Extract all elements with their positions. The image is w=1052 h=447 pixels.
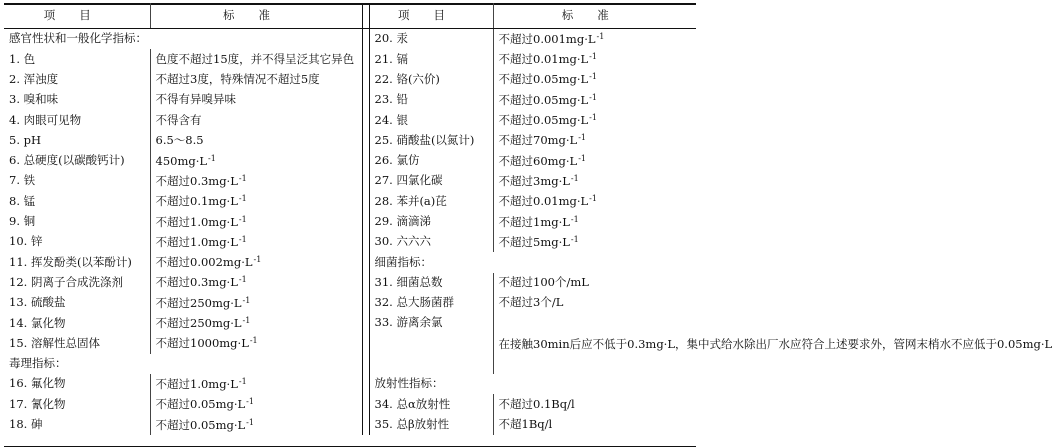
left-item-cell: 18. 砷: [4, 415, 150, 435]
section-heading: 感官性状和一般化学指标：: [9, 31, 147, 46]
standard-value: 不超过0.05mg·L: [498, 72, 589, 87]
table-row: [4, 252, 696, 272]
unit-exponent: -1: [242, 295, 251, 305]
column-gap: [362, 252, 369, 272]
right-standard-cell: [493, 70, 696, 90]
standard-value: 不超过250mg·L: [155, 316, 242, 331]
table-row: [4, 90, 696, 110]
unit-exponent: -1: [246, 417, 254, 427]
standard-value: 不超1Bq/l: [498, 417, 553, 432]
left-item-cell: 12. 阴离子合成洗涤剂: [4, 273, 150, 293]
right-standard-cell: [493, 49, 696, 69]
column-gap: [362, 90, 369, 110]
right-item-cell: 23. 铅: [369, 90, 493, 110]
table-row: [4, 232, 696, 252]
right-standard-cell: [493, 273, 696, 293]
unit-exponent: -1: [238, 275, 247, 285]
unit-exponent: -1: [238, 376, 247, 386]
left-standard-cell: [150, 171, 362, 191]
right-standard-cell: [493, 171, 696, 191]
column-gap: [362, 232, 369, 252]
left-standard-cell: [150, 293, 362, 313]
right-standard-cell: [493, 212, 696, 232]
left-item-cell: 5. pH: [4, 130, 150, 150]
standard-value: 不超过0.05mg·L: [155, 397, 246, 412]
column-gap: [362, 110, 369, 130]
column-gap: [362, 374, 369, 394]
right-standard-cell: [493, 191, 696, 211]
right-standard-cell: [493, 415, 696, 435]
unit-exponent: -1: [246, 397, 254, 407]
table-row: [4, 151, 696, 171]
left-item-cell: 6. 总硬度(以碳酸钙计): [4, 151, 150, 171]
column-gap: [362, 191, 369, 211]
unit-exponent: -1: [208, 153, 216, 163]
unit-exponent: -1: [238, 194, 247, 204]
table-header-row: [4, 3, 696, 29]
right-standard-cell: [493, 394, 696, 414]
left-standard-cell: [150, 191, 362, 211]
left-item-cell: 10. 锌: [4, 232, 150, 252]
right-item-cell: 31. 细菌总数: [369, 273, 493, 293]
column-gap: [362, 130, 369, 150]
left-item-cell: 1. 色: [4, 49, 150, 69]
left-standard-cell: [150, 394, 362, 414]
standard-value: 不超过3mg·L: [498, 173, 570, 188]
left-standard-cell: [150, 313, 362, 333]
column-gap: [362, 293, 369, 313]
table-row: [4, 130, 696, 150]
column-gap: [362, 313, 369, 333]
right-standard-cell: [493, 110, 696, 130]
standard-value: 不超过0.001mg·L: [498, 31, 596, 46]
left-standard-cell: [150, 333, 362, 353]
right-item-cell: 30. 六六六: [369, 232, 493, 252]
table-row: [4, 293, 696, 313]
right-item-cell: 24. 银: [369, 110, 493, 130]
unit-exponent: -1: [596, 31, 605, 41]
standard-value: 不超过0.002mg·L: [155, 255, 253, 270]
standard-value: 不超过3个/L: [498, 295, 564, 310]
right-item-cell: 26. 氯仿: [369, 151, 493, 171]
standard-value: 450mg·L: [155, 153, 208, 168]
standard-value: 不超过0.1Bq/l: [498, 396, 575, 411]
column-gap: [362, 212, 369, 232]
table-row: [4, 212, 696, 232]
unit-exponent: -1: [578, 133, 586, 143]
column-gap: [362, 333, 369, 353]
column-gap: [362, 29, 369, 50]
standard-value: 不超过0.3mg·L: [155, 173, 238, 188]
unit-exponent: -1: [238, 234, 247, 244]
standard-value: 不超过0.05mg·L: [498, 113, 589, 128]
standard-value: 不超过0.01mg·L: [498, 194, 589, 209]
column-gap: [362, 3, 369, 29]
section-heading: 毒理指标：: [9, 356, 67, 371]
unit-exponent: -1: [249, 336, 258, 346]
column-gap: [362, 70, 369, 90]
unit-exponent: -1: [570, 173, 579, 183]
left-standard-cell: [150, 354, 362, 374]
column-gap: [362, 354, 369, 374]
column-gap: [362, 171, 369, 191]
unit-exponent: -1: [589, 194, 597, 204]
left-item-cell: 4. 肉眼可见物: [4, 110, 150, 130]
unit-exponent: -1: [238, 214, 247, 224]
column-gap: [362, 151, 369, 171]
table-row: [4, 171, 696, 191]
column-gap: [362, 415, 369, 435]
column-gap: [362, 273, 369, 293]
unit-exponent: -1: [578, 153, 586, 163]
unit-exponent: -1: [589, 52, 597, 62]
left-item-cell: 8. 锰: [4, 191, 150, 211]
standard-value: 不超过100个/mL: [498, 274, 589, 289]
left-item-cell: 2. 浑浊度: [4, 70, 150, 90]
right-item-cell: 21. 镉: [369, 49, 493, 69]
standard-value: 不超过250mg·L: [155, 295, 242, 310]
header-right-item: 项目: [369, 3, 493, 29]
left-standard-cell: [150, 415, 362, 435]
right-item-cell: 27. 四氯化碳: [369, 171, 493, 191]
standard-value: 不超过70mg·L: [498, 133, 578, 148]
column-gap: [362, 394, 369, 414]
standard-value: 不超过1mg·L: [498, 214, 570, 229]
column-gap: [362, 49, 369, 69]
right-item-cell: 33. 游离余氯: [369, 313, 493, 374]
table-row: [4, 273, 696, 293]
header-left-item: 项目: [4, 3, 150, 29]
left-standard-cell: [150, 70, 362, 90]
right-standard-cell: 在接触30min后应不低于0.3mg·L，集中式给水除出厂水应符合上述要求外，管网末梢水不应低于0.05mg·L: [498, 336, 1052, 351]
left-item-cell: 13. 硫酸盐: [4, 293, 150, 313]
table-row: [4, 29, 696, 50]
standard-value: 6.5～8.5: [155, 132, 204, 147]
right-item-cell: 35. 总β放射性: [369, 415, 493, 435]
standard-value: 不超过60mg·L: [498, 153, 578, 168]
table-row: [4, 49, 696, 69]
water-quality-standards-table: [4, 3, 1052, 435]
right-standard-cell: [493, 90, 696, 110]
right-standard-cell: [493, 232, 696, 252]
unit-exponent: -1: [242, 316, 251, 326]
header-right-standard: 标准: [493, 3, 696, 29]
left-item-cell: 17. 氰化物: [4, 394, 150, 414]
standard-value: 不超过1000mg·L: [155, 336, 249, 351]
left-standard-cell: [150, 90, 362, 110]
left-standard-cell: [150, 110, 362, 130]
left-standard-cell: [150, 212, 362, 232]
left-item-cell: 11. 挥发酚类(以苯酚计): [4, 252, 150, 272]
standard-value: 不超过0.1mg·L: [155, 194, 238, 209]
unit-exponent: -1: [238, 173, 247, 183]
right-standard-cell: [493, 151, 696, 171]
left-item-cell: 9. 铜: [4, 212, 150, 232]
standard-value: 不超过3度，特殊情况不超过5度: [155, 71, 320, 86]
left-standard-cell: [150, 232, 362, 252]
right-item-cell: 28. 苯并(a)芘: [369, 191, 493, 211]
right-standard-cell: [493, 130, 696, 150]
left-item-cell: 15. 溶解性总固体: [4, 333, 150, 353]
unit-exponent: -1: [253, 255, 262, 265]
standard-value: 不得有异嗅异味: [155, 92, 236, 107]
right-standard-cell: [493, 293, 696, 313]
standard-value: 不超过5mg·L: [498, 234, 570, 249]
standard-value: 不得含有: [155, 112, 202, 127]
right-standard-cell: [493, 252, 696, 272]
unit-exponent: -1: [589, 113, 597, 123]
table-row: [4, 70, 696, 90]
left-standard-cell: [150, 49, 362, 69]
left-standard-cell: [150, 151, 362, 171]
right-item-cell: 20. 汞: [369, 29, 493, 50]
standard-value: 不超过0.01mg·L: [498, 52, 589, 67]
table-row: [4, 110, 696, 130]
right-item-cell: 29. 滴滴涕: [369, 212, 493, 232]
left-standard-cell: [150, 374, 362, 394]
unit-exponent: -1: [570, 234, 579, 244]
table-row: [4, 191, 696, 211]
table-row: [4, 415, 696, 435]
standard-value: 不超过0.05mg·L: [155, 417, 246, 432]
left-item-cell: 14. 氯化物: [4, 313, 150, 333]
right-standard-cell: [493, 374, 696, 394]
unit-exponent: -1: [589, 92, 597, 102]
left-item-cell: 16. 氟化物: [4, 374, 150, 394]
right-item-cell: 34. 总α放射性: [369, 394, 493, 414]
left-standard-cell: [150, 130, 362, 150]
standard-value: 不超过1.0mg·L: [155, 234, 238, 249]
left-standard-cell: [150, 29, 362, 50]
right-item-cell: 25. 硝酸盐(以氮计): [369, 130, 493, 150]
standard-value: 不超过1.0mg·L: [155, 214, 238, 229]
standard-value: 不超过0.3mg·L: [155, 275, 238, 290]
unit-exponent: -1: [589, 72, 597, 82]
left-standard-cell: [150, 252, 362, 272]
right-standard-cell: [493, 29, 696, 50]
standard-value: 不超过0.05mg·L: [498, 92, 589, 107]
table-row: [4, 394, 696, 414]
left-item-cell: 7. 铁: [4, 171, 150, 191]
unit-exponent: -1: [570, 214, 579, 224]
standard-value: 不超过1.0mg·L: [155, 376, 238, 391]
section-heading: 放射性指标：: [374, 376, 444, 391]
table-row: [4, 313, 696, 333]
standard-value: 色度不超过15度，并不得呈泛其它异色: [155, 51, 355, 66]
left-item-cell: 3. 嗅和味: [4, 90, 150, 110]
left-standard-cell: [150, 273, 362, 293]
header-left-standard: 标准: [150, 3, 362, 29]
section-heading: 细菌指标：: [374, 254, 432, 269]
table-row: [4, 374, 696, 394]
right-item-cell: 22. 铬(六价): [369, 70, 493, 90]
right-item-cell: 32. 总大肠菌群: [369, 293, 493, 313]
